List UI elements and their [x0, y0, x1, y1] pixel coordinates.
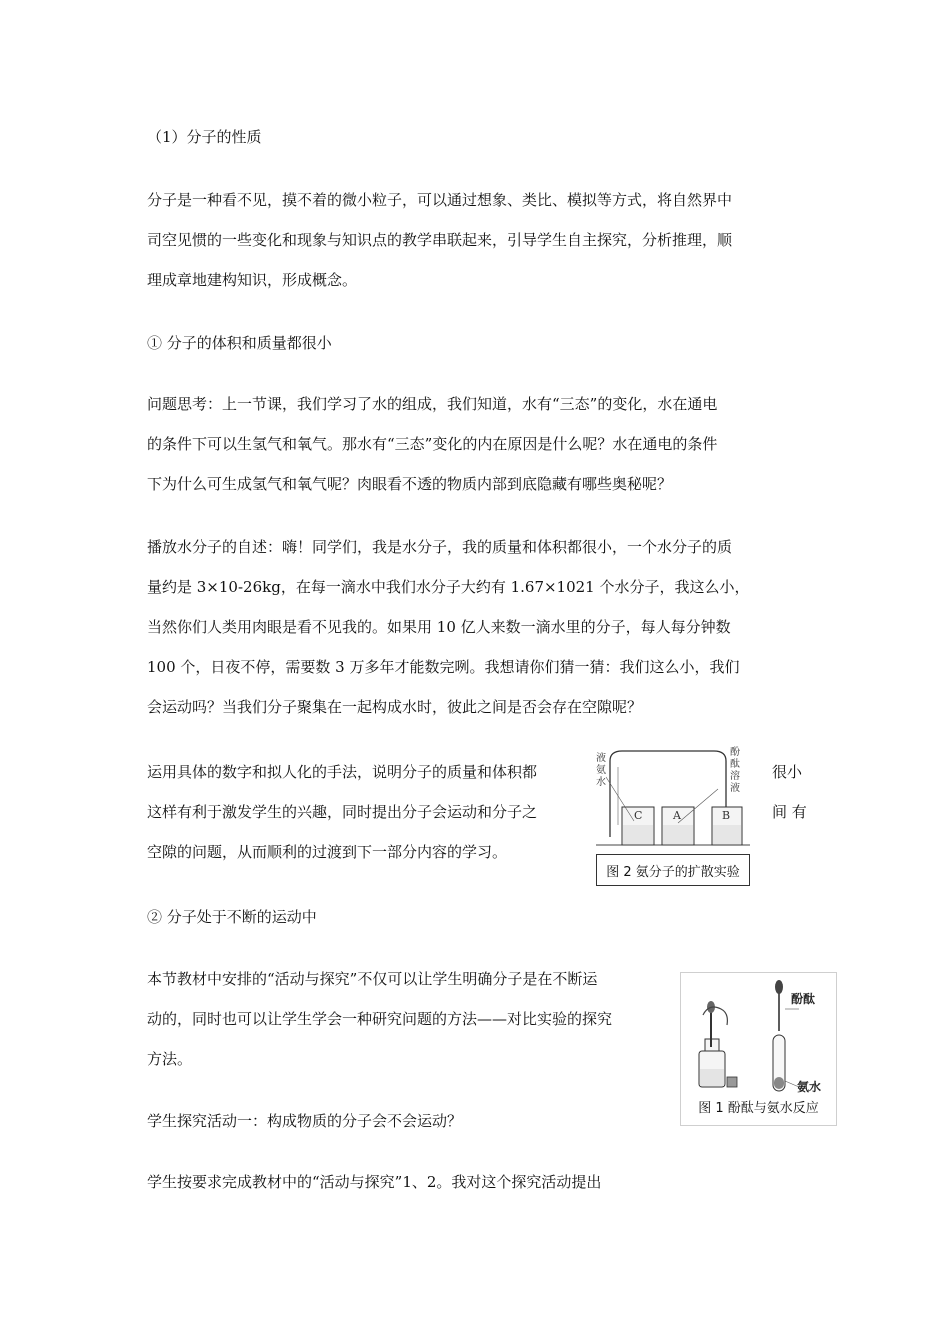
activity-line-3: 方法。: [147, 1050, 193, 1068]
intro-line-3: 理成章地建构知识，形成概念。: [147, 271, 358, 289]
wrap-line-2-left: 这样有利于激发学生的兴趣，同时提出分子会运动和分子之: [147, 803, 538, 821]
narration-line-2: 量约是 3×10-26kg，在每一滴水中我们水分子大约有 1.67×1021 个水分子，我这么小，: [147, 578, 750, 596]
figure-1-caption: 图 1 酚酞与氨水反应: [698, 1101, 819, 1116]
student-activity-1: 学生探究活动一：构成物质的分子会不会运动？: [147, 1112, 463, 1130]
intro-line-1: 分子是一种看不见，摸不着的微小粒子，可以通过想象、类比、模拟等方式，将自然界中: [147, 191, 733, 209]
beaker-c-label: C: [634, 809, 643, 822]
wrap-line-2-right: 间 有: [772, 803, 807, 821]
narration-line-1: 播放水分子的自述：嗨！同学们，我是水分子，我的质量和体积都很小，一个水分子的质: [147, 538, 733, 556]
narration-line-5: 会运动吗？当我们分子聚集在一起构成水时，彼此之间是否会存在空隙呢？: [147, 698, 643, 716]
label-liquid-ammonia: 液氨水: [596, 753, 606, 788]
figure-phenolphthalein-ammonia: [680, 972, 837, 1126]
activity-line-2: 动的，同时也可以让学生学会一种研究问题的方法——对比实验的探究: [147, 1010, 613, 1028]
narration-line-3: 当然你们人类用肉眼是看不见我的。如果用 10 亿人来数一滴水里的分子，每人每分钟数: [147, 618, 731, 636]
figure-2-caption: 图 2 氨分子的扩散实验: [596, 854, 750, 886]
wrap-line-3: 空隙的问题，从而顺利的过渡到下一部分内容的学习。: [147, 843, 508, 861]
beaker-b-label: B: [722, 809, 731, 822]
question-line-3: 下为什么可生成氢气和氧气呢？肉眼看不透的物质内部到底隐藏有哪些奥秘呢？: [147, 475, 673, 493]
question-line-1: 问题思考：上一节课，我们学习了水的组成，我们知道，水有“三态”的变化，水在通电: [147, 395, 718, 413]
subheading-size: ① 分子的体积和质量都很小: [147, 334, 332, 352]
label-phenolphthalein: 酚酞溶液: [730, 747, 740, 794]
intro-line-2: 司空见惯的一些变化和现象与知识点的教学串联起来，引导学生自主探究，分析推理，顺: [147, 231, 733, 249]
phenolphthalein-ammonia-diagram: [681, 973, 836, 1095]
last-line: 学生按要求完成教材中的“活动与探究”1、2。我对这个探究活动提出: [147, 1173, 602, 1191]
beaker-a-label: A: [673, 809, 681, 822]
wrap-line-1-left: 运用具体的数字和拟人化的手法，说明分子的质量和体积都: [147, 763, 538, 781]
question-line-2: 的条件下可以生氢气和氧气。那水有“三态”变化的内在原因是什么呢？水在通电的条件: [147, 435, 718, 453]
narration-line-4: 100 个，日夜不停，需要数 3 万多年才能数完咧。我想请你们猜一猜：我们这么小，我们: [147, 658, 740, 676]
ammonia-diffusion-diagram: [592, 737, 754, 849]
activity-line-1: 本节教材中安排的“活动与探究”不仅可以让学生明确分子是在不断运: [147, 970, 598, 988]
section-heading: （1）分子的性质: [147, 128, 262, 146]
label-phenolphthalein-top: 酚酞: [791, 992, 816, 1006]
subheading-motion: ② 分子处于不断的运动中: [147, 908, 317, 926]
wrap-line-1-right: 很小: [772, 763, 803, 781]
label-ammonia-bottom: 氨水: [797, 1080, 822, 1094]
